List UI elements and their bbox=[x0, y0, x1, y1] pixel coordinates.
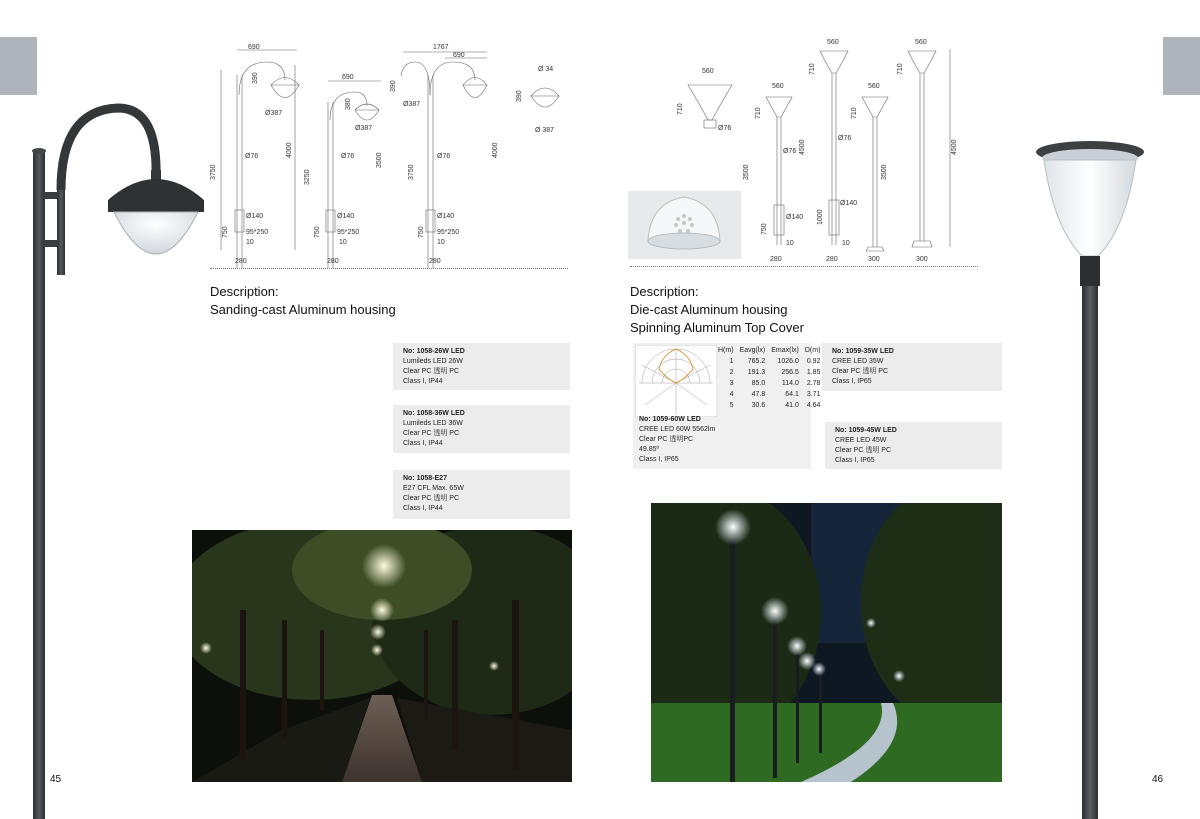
svg-text:280: 280 bbox=[327, 258, 339, 265]
spec-line: Class I, IP44 bbox=[403, 440, 443, 447]
svg-text:750: 750 bbox=[314, 226, 321, 238]
left-description-title: Description: bbox=[210, 284, 279, 299]
spec-line: Clear PC 透明 PC bbox=[403, 368, 460, 375]
svg-text:390: 390 bbox=[390, 80, 397, 92]
table-header: H(m) bbox=[718, 347, 734, 354]
right-lamp-illustration bbox=[1034, 138, 1146, 819]
svg-text:Ø76: Ø76 bbox=[437, 153, 451, 160]
table-cell: 191.3 bbox=[747, 369, 766, 376]
right-description-title: Description: bbox=[630, 284, 699, 299]
svg-text:4000: 4000 bbox=[492, 142, 499, 158]
svg-text:Ø387: Ø387 bbox=[355, 125, 373, 132]
svg-text:10: 10 bbox=[786, 240, 794, 247]
svg-text:Ø76: Ø76 bbox=[718, 125, 732, 132]
svg-text:10: 10 bbox=[339, 239, 347, 246]
svg-text:10: 10 bbox=[842, 240, 850, 247]
left-drawing-3 bbox=[390, 44, 499, 268]
spec-box-1058-e27 bbox=[393, 470, 570, 519]
svg-text:Ø140: Ø140 bbox=[246, 213, 264, 220]
spec-line: CREE LED 35W bbox=[832, 358, 884, 365]
spec-line: Class I, IP65 bbox=[832, 378, 872, 385]
spec-line: Class I, IP44 bbox=[403, 378, 443, 385]
spec-box-1058-26w bbox=[393, 343, 570, 390]
svg-text:710: 710 bbox=[851, 107, 858, 119]
table-cell: 2 bbox=[729, 369, 734, 376]
svg-text:560: 560 bbox=[915, 39, 927, 46]
spec-line: E27 CFL Max. 65W bbox=[403, 485, 464, 492]
table-cell: 4 bbox=[729, 391, 734, 398]
spec-line: Clear PC 透明 PC bbox=[835, 447, 892, 454]
table-cell: 85.0 bbox=[751, 380, 766, 387]
svg-text:690: 690 bbox=[248, 44, 260, 51]
svg-text:390: 390 bbox=[252, 72, 259, 84]
table-cell: 47.8 bbox=[751, 391, 766, 398]
svg-text:1767: 1767 bbox=[433, 44, 449, 51]
left-head-detail bbox=[516, 66, 559, 134]
svg-text:280: 280 bbox=[826, 256, 838, 263]
svg-text:Ø76: Ø76 bbox=[245, 153, 259, 160]
table-header: D(m) bbox=[804, 347, 821, 354]
svg-text:710: 710 bbox=[755, 107, 762, 119]
table-cell: 3.71 bbox=[806, 391, 821, 398]
right-night-park-photo bbox=[651, 503, 1002, 782]
spec-line: Class I, IP44 bbox=[403, 505, 443, 512]
svg-text:4500: 4500 bbox=[951, 139, 958, 155]
spec-model: No: 1058-E27 bbox=[403, 475, 447, 482]
left-edge-tab bbox=[0, 37, 37, 95]
svg-text:280: 280 bbox=[770, 256, 782, 263]
table-cell: 765.2 bbox=[747, 358, 766, 365]
svg-text:710: 710 bbox=[897, 63, 904, 75]
svg-text:380: 380 bbox=[345, 98, 352, 110]
right-description-line-1: Die-cast Aluminum housing bbox=[630, 302, 788, 317]
svg-text:Ø140: Ø140 bbox=[337, 213, 355, 220]
right-divider bbox=[630, 266, 978, 267]
svg-text:10: 10 bbox=[437, 239, 445, 246]
svg-text:Ø140: Ø140 bbox=[840, 200, 858, 207]
svg-text:Ø140: Ø140 bbox=[437, 213, 455, 220]
spec-line: CREE LED 60W 5562lm bbox=[639, 426, 716, 433]
table-cell: 30.6 bbox=[751, 402, 766, 409]
svg-text:710: 710 bbox=[809, 63, 816, 75]
svg-text:3750: 3750 bbox=[210, 164, 217, 180]
table-header: Eavg(lx) bbox=[739, 347, 766, 354]
right-description-line-2: Spinning Aluminum Top Cover bbox=[630, 320, 804, 335]
svg-text:280: 280 bbox=[235, 258, 247, 265]
spec-line: Clear PC 透明 PC bbox=[832, 368, 889, 375]
photometric-table bbox=[715, 345, 823, 411]
table-cell: 4.64 bbox=[806, 402, 821, 409]
spec-line: Class I, IP65 bbox=[835, 457, 875, 464]
page-number-left: 45 bbox=[50, 774, 62, 785]
left-divider bbox=[210, 268, 568, 269]
table-header: Emax(lx) bbox=[771, 347, 799, 354]
svg-text:3500: 3500 bbox=[743, 164, 750, 180]
svg-text:95*250: 95*250 bbox=[337, 229, 360, 236]
svg-text:3750: 3750 bbox=[408, 164, 415, 180]
left-lamp-illustration bbox=[28, 100, 208, 819]
svg-text:750: 750 bbox=[222, 226, 229, 238]
svg-text:750: 750 bbox=[418, 226, 425, 238]
svg-text:750: 750 bbox=[761, 223, 768, 235]
table-cell: 41.0 bbox=[785, 402, 799, 409]
spec-model: No: 1059-35W LED bbox=[832, 348, 894, 355]
svg-text:10: 10 bbox=[246, 239, 254, 246]
svg-text:710: 710 bbox=[677, 103, 684, 115]
spec-line: Clear PC 透明PC bbox=[639, 436, 694, 443]
right-edge-tab bbox=[1163, 37, 1200, 95]
svg-text:Ø140: Ø140 bbox=[786, 214, 804, 221]
table-cell: 3 bbox=[729, 380, 734, 387]
table-cell: 1026.0 bbox=[777, 358, 799, 365]
left-description bbox=[210, 283, 396, 319]
page-number-right: 46 bbox=[1152, 774, 1164, 785]
spec-box-1059-45w bbox=[825, 422, 1002, 469]
right-drawing-1 bbox=[743, 83, 803, 263]
left-description-line-1: Sanding-cast Aluminum housing bbox=[210, 302, 396, 317]
spec-line: Clear PC 透明 PC bbox=[403, 430, 460, 437]
table-cell: 1 bbox=[729, 358, 734, 365]
spec-box-1058-36w bbox=[393, 405, 570, 453]
svg-text:3250: 3250 bbox=[304, 169, 311, 185]
table-row bbox=[715, 378, 823, 389]
svg-text:95*250: 95*250 bbox=[246, 229, 269, 236]
svg-text:300: 300 bbox=[868, 256, 880, 263]
spec-box-1059-60w bbox=[633, 415, 811, 469]
svg-text:560: 560 bbox=[772, 83, 784, 90]
spec-line: Lumileds LED 26W bbox=[403, 358, 463, 365]
photometric-block bbox=[633, 343, 821, 469]
svg-text:Ø 34: Ø 34 bbox=[538, 66, 554, 73]
svg-text:4500: 4500 bbox=[799, 139, 806, 155]
svg-text:390: 390 bbox=[516, 90, 523, 102]
svg-text:690: 690 bbox=[342, 74, 354, 81]
svg-text:Ø76: Ø76 bbox=[783, 148, 797, 155]
spec-line: Class I, IP65 bbox=[639, 456, 679, 463]
svg-text:Ø387: Ø387 bbox=[403, 101, 421, 108]
spec-model: No: 1058-26W LED bbox=[403, 348, 465, 355]
right-drawing-3 bbox=[851, 83, 888, 263]
svg-text:4000: 4000 bbox=[286, 142, 293, 158]
table-cell: 0.92 bbox=[806, 358, 821, 365]
table-row bbox=[715, 389, 823, 400]
left-dimension-drawings bbox=[205, 40, 570, 270]
table-cell: 5 bbox=[729, 402, 734, 409]
right-drawing-4 bbox=[897, 39, 958, 263]
svg-text:3500: 3500 bbox=[881, 164, 888, 180]
svg-text:280: 280 bbox=[429, 258, 441, 265]
spec-line: 49.85º bbox=[639, 446, 660, 453]
table-cell: 2.78 bbox=[806, 380, 821, 387]
svg-text:1000: 1000 bbox=[817, 209, 824, 225]
svg-text:95*250: 95*250 bbox=[437, 229, 460, 236]
svg-text:Ø387: Ø387 bbox=[265, 110, 283, 117]
table-cell: 256.5 bbox=[781, 369, 799, 376]
table-row bbox=[715, 356, 823, 367]
spec-line: CREE LED 45W bbox=[835, 437, 887, 444]
table-row bbox=[715, 400, 823, 411]
polar-diagram bbox=[635, 345, 717, 417]
svg-text:690: 690 bbox=[453, 52, 465, 59]
right-drawing-2 bbox=[799, 39, 857, 263]
spec-box-1059-35w bbox=[822, 343, 1002, 391]
svg-text:Ø76: Ø76 bbox=[838, 135, 852, 142]
spec-model: No: 1059-60W LED bbox=[639, 416, 701, 423]
spec-line: Lumileds LED 36W bbox=[403, 420, 463, 427]
right-description bbox=[630, 283, 804, 337]
table-row bbox=[715, 367, 823, 378]
svg-text:3500: 3500 bbox=[376, 152, 383, 168]
left-night-park-photo bbox=[192, 530, 572, 782]
lens-detail-photo bbox=[628, 191, 741, 259]
right-head-detail bbox=[677, 68, 732, 132]
table-cell: 64.1 bbox=[785, 391, 799, 398]
svg-text:Ø 387: Ø 387 bbox=[535, 127, 555, 134]
svg-text:Ø76: Ø76 bbox=[341, 153, 355, 160]
table-cell: 114.0 bbox=[781, 380, 799, 387]
left-drawing-1 bbox=[210, 44, 299, 268]
svg-text:300: 300 bbox=[916, 256, 928, 263]
table-cell: 1.85 bbox=[806, 369, 821, 376]
svg-text:560: 560 bbox=[868, 83, 880, 90]
svg-text:560: 560 bbox=[702, 68, 714, 75]
svg-text:560: 560 bbox=[827, 39, 839, 46]
spec-model: No: 1058-36W LED bbox=[403, 410, 465, 417]
spec-line: Clear PC 透明 PC bbox=[403, 495, 460, 502]
spec-model: No: 1059-45W LED bbox=[835, 427, 897, 434]
left-drawing-2 bbox=[304, 74, 383, 268]
